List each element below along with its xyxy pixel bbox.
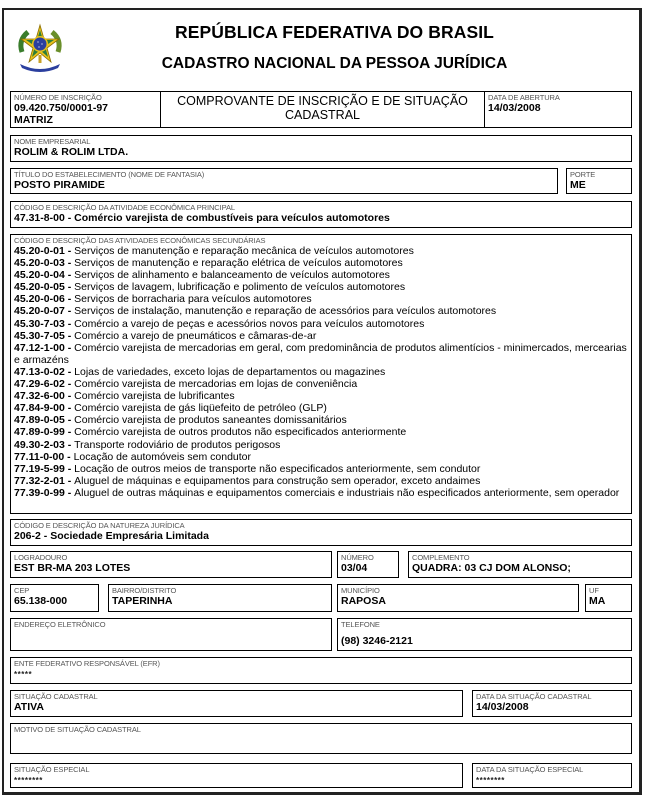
list-item: 45.20-0-06 - Serviços de borracharia para veículos automotores bbox=[14, 293, 312, 306]
situacao-especial-value: ******** bbox=[14, 776, 43, 785]
list-item: 77.32-2-01 - Aluguel de máquinas e equipamentos para construção sem operador, exceto andaimes bbox=[14, 474, 481, 487]
inscricao-numero: 09.420.750/0001-97 bbox=[14, 102, 109, 114]
list-item: 45.20-0-01 - Serviços de manutenção e reparação mecânica de veículos automotores bbox=[14, 245, 414, 257]
list-item: 45.20-0-07 - Serviços de instalação, manutenção e reparação de acessórios para veículos automotores bbox=[14, 305, 497, 318]
situacao-cadastral-box bbox=[10, 690, 463, 717]
atividade-principal-value: 47.31-8-00 - Comércio varejista de combustíveis para veículos automotores bbox=[14, 212, 390, 224]
document-subtitle: CADASTRO NACIONAL DA PESSOA JURÍDICA bbox=[161, 55, 508, 72]
porte-label: PORTE bbox=[570, 170, 596, 179]
numero-value: 03/04 bbox=[341, 562, 368, 574]
atividades-secundarias-list bbox=[14, 245, 628, 499]
complemento-value: QUADRA: 03 CJ DOM ALONSO; bbox=[412, 562, 571, 574]
atividade-principal-box bbox=[10, 201, 632, 228]
comprovante-title-line2: CADASTRAL bbox=[284, 108, 361, 122]
uf-label: UF bbox=[589, 586, 599, 595]
natureza-juridica-label: CÓDIGO E DESCRIÇÃO DA NATUREZA JURÍDICA bbox=[14, 521, 185, 530]
list-item: 47.13-0-02 - Lojas de variedades, exceto lojas de departamentos ou magazines bbox=[14, 365, 386, 378]
bairro-value: TAPERINHA bbox=[112, 595, 173, 607]
data-abertura-box bbox=[484, 91, 632, 128]
list-item: 45.20-0-04 - Serviços de alinhamento e balanceamento de veículos automotores bbox=[14, 269, 390, 282]
natureza-juridica-value: 206-2 - Sociedade Empresária Limitada bbox=[14, 530, 209, 542]
natureza-juridica-desc: Sociedade Empresária Limitada bbox=[50, 530, 209, 542]
porte-value: ME bbox=[570, 179, 586, 191]
situacao-especial-box bbox=[10, 763, 463, 788]
municipio-value: RAPOSA bbox=[341, 595, 386, 607]
efr-value: ***** bbox=[14, 670, 33, 679]
list-item: 45.30-7-03 - Comércio a varejo de peças e acessórios novos para veículos automotores bbox=[14, 317, 425, 330]
numero-box bbox=[337, 551, 399, 578]
data-abertura-label: DATA DE ABERTURA bbox=[488, 93, 560, 102]
titulo-estabelecimento-label: TÍTULO DO ESTABELECIMENTO (NOME DE FANTASIA) bbox=[14, 170, 205, 179]
complemento-label: COMPLEMENTO bbox=[412, 553, 470, 562]
logradouro-label: LOGRADOURO bbox=[14, 553, 68, 562]
data-situacao-especial-label: DATA DA SITUAÇÃO ESPECIAL bbox=[476, 765, 584, 774]
atividades-secundarias-box bbox=[10, 234, 632, 514]
data-situacao-especial-box bbox=[472, 763, 632, 788]
titulo-estabelecimento-box bbox=[10, 168, 558, 194]
inscricao-box bbox=[10, 91, 161, 128]
list-item: 47.89-0-05 - Comércio varejista de produtos saneantes domissanitários bbox=[14, 414, 347, 427]
bairro-box bbox=[108, 584, 332, 612]
list-item: 49.30-2-03 - Transporte rodoviário de produtos perigosos bbox=[14, 438, 281, 451]
telefone-label: TELEFONE bbox=[341, 620, 380, 629]
list-item: 47.84-9-00 - Comércio varejista de gás liqüefeito de petróleo (GLP) bbox=[14, 402, 327, 415]
list-item: 77.39-0-99 - Aluguel de outras máquinas e equipamentos comerciais e industriais não especificados anteriormente, sem operador bbox=[14, 486, 620, 499]
list-item: 45.20-0-03 - Serviços de manutenção e reparação elétrica de veículos automotores bbox=[14, 257, 403, 270]
data-situacao-cadastral-value: 14/03/2008 bbox=[476, 701, 529, 713]
list-item: 77.11-0-00 - Locação de automóveis sem condutor bbox=[14, 450, 252, 463]
data-situacao-cadastral-box bbox=[472, 690, 632, 717]
motivo-situacao-box bbox=[10, 723, 632, 754]
efr-box bbox=[10, 657, 632, 684]
numero-label: NÚMERO bbox=[341, 553, 374, 562]
list-item: 77.19-5-99 - Locação de outros meios de transporte não especificados anteriormente, sem condutor bbox=[14, 462, 481, 475]
natureza-juridica-code: 206-2 bbox=[14, 530, 41, 542]
endereco-eletronico-box bbox=[10, 618, 332, 651]
situacao-cadastral-value: ATIVA bbox=[14, 701, 44, 713]
complemento-box bbox=[408, 551, 632, 578]
porte-box bbox=[566, 168, 632, 194]
data-abertura-value: 14/03/2008 bbox=[488, 102, 541, 114]
natureza-juridica-box bbox=[10, 519, 632, 546]
logradouro-value: EST BR-MA 203 LOTES bbox=[14, 562, 131, 574]
atividade-principal-code: 47.31-8-00 bbox=[14, 212, 65, 224]
uf-box bbox=[585, 584, 632, 612]
data-situacao-especial-value: ******** bbox=[476, 776, 505, 785]
atividade-principal-label: CÓDIGO E DESCRIÇÃO DA ATIVIDADE ECONÔMICA PRINCIPAL bbox=[14, 203, 235, 212]
nome-empresarial-value: ROLIM & ROLIM LTDA. bbox=[14, 146, 129, 158]
list-item: 45.30-7-05 - Comércio a varejo de pneumáticos e câmaras-de-ar bbox=[14, 329, 317, 342]
situacao-cadastral-label: SITUAÇÃO CADASTRAL bbox=[14, 692, 98, 701]
atividades-secundarias-label: CÓDIGO E DESCRIÇÃO DAS ATIVIDADES ECONÔMICAS SECUNDÁRIAS bbox=[14, 236, 266, 245]
document-title: REPÚBLICA FEDERATIVA DO BRASIL bbox=[175, 22, 494, 42]
list-item: 47.29-6-02 - Comércio varejista de mercadorias em lojas de conveniência bbox=[14, 378, 358, 391]
data-situacao-cadastral-label: DATA DA SITUAÇÃO CADASTRAL bbox=[476, 692, 592, 701]
telefone-box bbox=[337, 618, 632, 651]
endereco-eletronico-label: ENDEREÇO ELETRÔNICO bbox=[14, 620, 106, 629]
nome-empresarial-label: NOME EMPRESARIAL bbox=[14, 137, 91, 146]
titulo-estabelecimento-value: POSTO PIRAMIDE bbox=[14, 179, 105, 191]
municipio-box bbox=[337, 584, 579, 612]
cep-label: CEP bbox=[14, 586, 30, 595]
list-item: 45.20-0-05 - Serviços de lavagem, lubrificação e polimento de veículos automotores bbox=[14, 281, 406, 294]
logradouro-box bbox=[10, 551, 332, 578]
list-item: 47.12-1-00 - Comércio varejista de mercadorias em geral, com predominância de produtos alimentícios - minimercados, mercearias e armazéns bbox=[14, 341, 627, 366]
comprovante-box bbox=[160, 91, 485, 128]
uf-value: MA bbox=[589, 595, 606, 607]
comprovante-title-line1: COMPROVANTE DE INSCRIÇÃO E DE SITUAÇÃO bbox=[177, 94, 468, 108]
motivo-situacao-label: MOTIVO DE SITUAÇÃO CADASTRAL bbox=[14, 725, 141, 734]
inscricao-label: NÚMERO DE INSCRIÇÃO bbox=[14, 93, 102, 102]
efr-label: ENTE FEDERATIVO RESPONSÁVEL (EFR) bbox=[14, 659, 160, 668]
nome-empresarial-box bbox=[10, 135, 632, 162]
cep-value: 65.138-000 bbox=[14, 595, 68, 607]
situacao-especial-label: SITUAÇÃO ESPECIAL bbox=[14, 765, 90, 774]
bairro-label: BAIRRO/DISTRITO bbox=[112, 586, 177, 595]
cep-box bbox=[10, 584, 99, 612]
list-item: 47.89-0-99 - Comércio varejista de outros produtos não especificados anteriormente bbox=[14, 426, 407, 439]
inscricao-tipo: MATRIZ bbox=[14, 114, 53, 126]
telefone-value: (98) 3246-2121 bbox=[341, 635, 413, 647]
list-item: 47.32-6-00 - Comércio varejista de lubrificantes bbox=[14, 390, 235, 403]
municipio-label: MUNICÍPIO bbox=[341, 586, 380, 595]
atividade-principal-desc: Comércio varejista de combustíveis para veículos automotores bbox=[74, 212, 390, 224]
